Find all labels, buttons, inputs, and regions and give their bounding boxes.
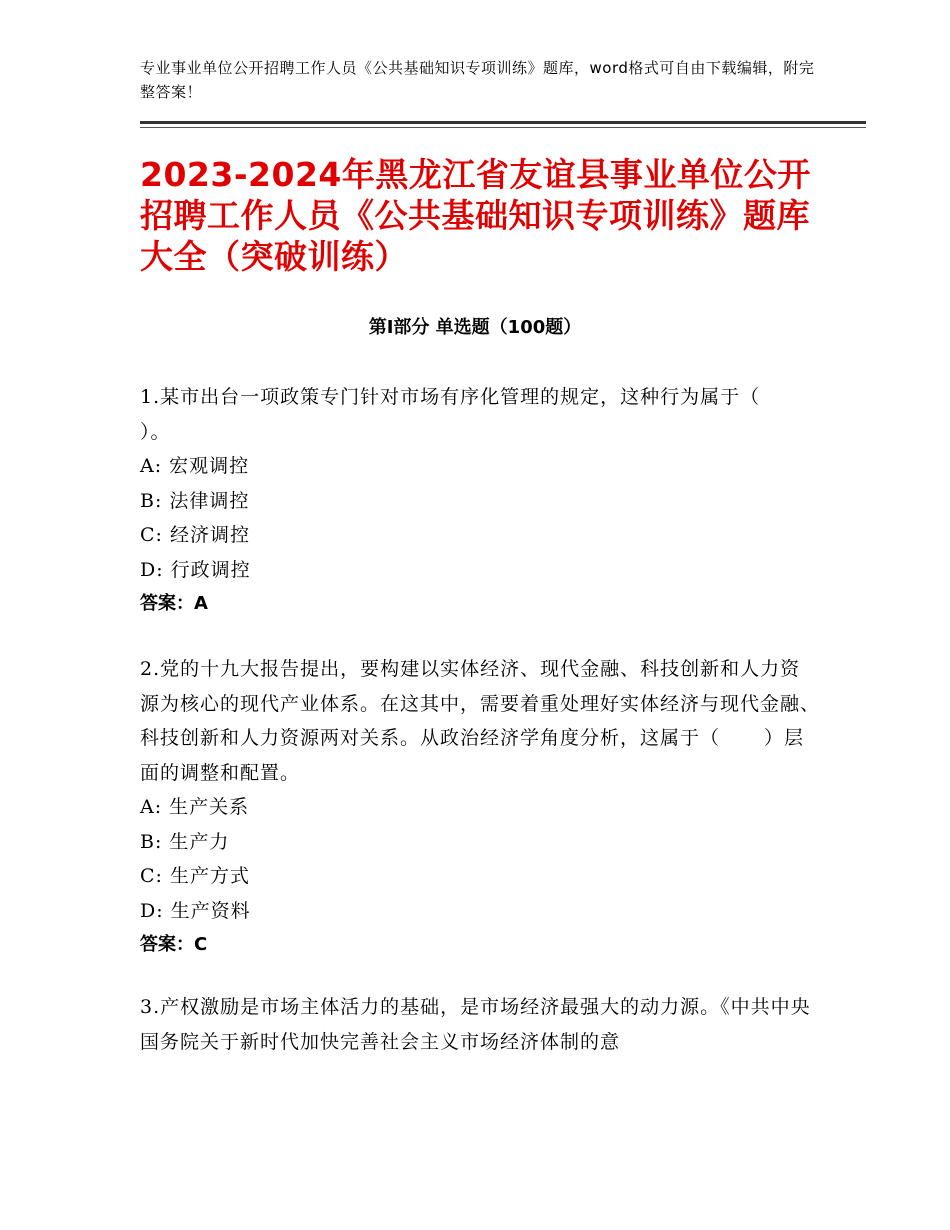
question-stem: 3.产权激励是市场主体活力的基础，是市场经济最强大的动力源。《中共中央国务院关于新时代加快完善社会主义市场经济体制的意 (140, 996, 811, 1053)
question-2 (140, 652, 820, 963)
header-divider-thin (140, 127, 866, 128)
question-stem-text: 2.党的十九大报告提出，要构建以实体经济、现代金融、科技创新和人力资源为核心的现代产业体系。在这其中，需要着重处理好实体经济与现代金融、科技创新和人力资源两对关系。从政治经济学角度分析，这属于（ (140, 658, 821, 749)
option-b: B: 法律调控 (140, 489, 250, 512)
answer: 答案：C (140, 934, 208, 955)
question-stem (140, 380, 820, 449)
document-title: 2023-2024年黑龙江省友谊县事业单位公开招聘工作人员《公共基础知识专项训练》题库大全（突破训练） (140, 155, 811, 276)
option-a: A: 生产关系 (140, 796, 250, 818)
option-d: D: 行政调控 (140, 558, 251, 581)
question-stem-end: ）。 (140, 420, 171, 443)
option-c: C: 经济调控 (140, 524, 250, 546)
option-d: D: 生产资料 (140, 899, 251, 922)
question-3 (140, 990, 820, 1059)
option-a: A: 宏观调控 (140, 455, 250, 477)
section-title: 第Ⅰ部分 单选题（100题） (368, 317, 582, 338)
option-b: B: 生产力 (140, 830, 230, 853)
answer: 答案：A (140, 593, 208, 614)
question-1 (140, 380, 820, 622)
question-stem (140, 652, 820, 790)
header-note: 专业事业单位公开招聘工作人员《公共基础知识专项训练》题库，word格式可自由下载编辑，附完整答案！ (140, 59, 815, 101)
option-c: C: 生产方式 (140, 865, 250, 887)
question-stem-text: 1.某市出台一项政策专门针对市场有序化管理的规定，这种行为属于（ (140, 386, 761, 408)
header-divider-thick (140, 121, 866, 124)
question-stem-end: ）层面的调整和配置。 (140, 727, 805, 784)
